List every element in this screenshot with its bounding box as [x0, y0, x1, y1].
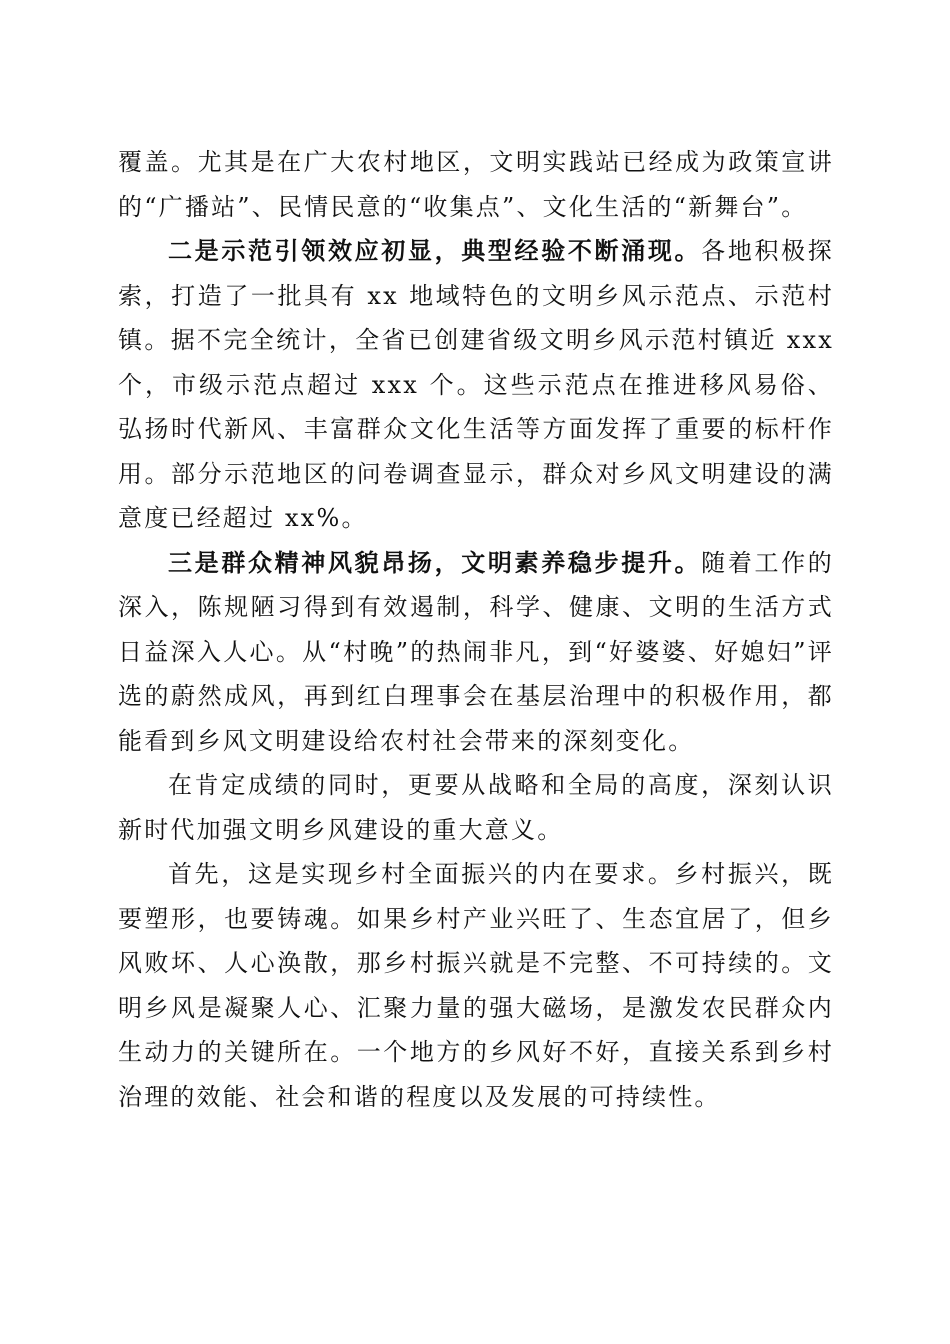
paragraph-4-text: 在肯定成绩的同时，更要从战略和全局的高度，深刻认识新时代加强文明乡风建设的重大意义。 — [118, 771, 834, 844]
paragraph-4 — [118, 763, 834, 852]
paragraph-1 — [118, 140, 834, 229]
paragraph-3 — [118, 541, 834, 764]
document-body — [118, 140, 834, 1119]
paragraph-3-text: 随着工作的深入，陈规陋习得到有效遏制，科学、健康、文明的生活方式日益深入人心。从“村晚”的热闹非凡，到“好婆婆、好媳妇”评选的蔚然成风，再到红白理事会在基层治理中的积极作用，都能看到乡风文明建设给农村社会带来的深刻变化。 — [118, 548, 835, 755]
paragraph-5-text: 首先，这是实现乡村全面振兴的内在要求。乡村振兴，既要塑形，也要铸魂。如果乡村产业兴旺了、生态宜居了，但乡风败坏、人心涣散，那乡村振兴就是不完整、不可持续的。文明乡风是凝聚人心、汇聚力量的强大磁场，是激发农民群众内生动力的关键所在。一个地方的乡风好不好，直接关系到乡村治理的效能、社会和谐的程度以及发展的可持续性。 — [118, 860, 834, 1111]
paragraph-5 — [118, 852, 834, 1119]
paragraph-2 — [118, 229, 834, 541]
paragraph-3-lead: 三是群众精神风貌昂扬，文明素养稳步提升。 — [168, 547, 702, 577]
paragraph-2-text: 各地积极探索，打造了一批具有 xx 地域特色的文明乡风示范点、示范村镇。据不完全统计，全省已创建省级文明乡风示范村镇近 xxx 个，市级示范点超过 xxx 个。这些示范点在推进移风易俗、弘扬时代新风、丰富群众文化生活等方面发挥了重要的标杆作用。部分示范地区的问卷调查显示，群众对乡风文明建设的满意度已经超过 xx%。 — [118, 237, 835, 532]
paragraph-1-text: 覆盖。尤其是在广大农村地区，文明实践站已经成为政策宣讲的“广播站”、民情民意的“收集点”、文化生活的“新舞台”。 — [118, 148, 834, 221]
paragraph-2-lead: 二是示范引领效应初显，典型经验不断涌现。 — [168, 236, 702, 265]
